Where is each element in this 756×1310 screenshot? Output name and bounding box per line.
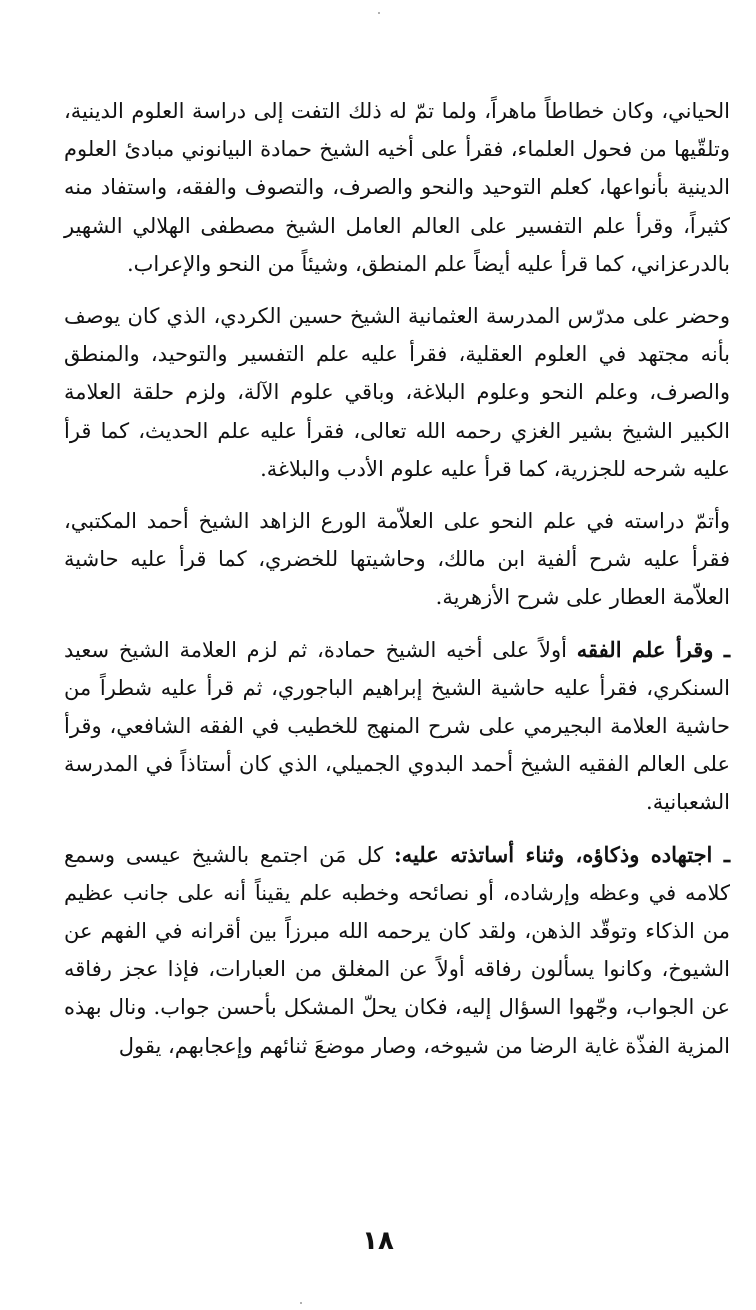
paragraph-5: [64, 836, 730, 1065]
paragraph-3-text: وأتمّ دراسته في علم النحو على العلاّمة الورع الزاهد الشيخ أحمد المكتبي، فقرأ عليه شرح ألفية ابن مالك، وحاشيتها للخضري، كما قرأ عليه حاشية العلاّمة العطار على شرح الأزهرية.: [64, 509, 730, 610]
paragraph-5-heading: ـ اجتهاده وذكاؤه، وثناء أساتذته عليه:: [393, 841, 730, 867]
paragraph-1: [64, 92, 730, 283]
page-number: ١٨: [362, 1226, 394, 1256]
paragraph-4-heading: ـ وقرأ علم الفقه: [576, 636, 730, 662]
paragraph-2-text: وحضر على مدرّس المدرسة العثمانية الشيخ حسين الكردي، الذي كان يوصف بأنه مجتهد في العلوم العقلية، فقرأ عليه علم التفسير والتوحيد، والمنطق والصرف، وعلم النحو وعلوم البلاغة، وباقي علوم الآلة، ولزم حلقة العلامة الكبير الشيخ بشير الغزي رحمه الله تعالى، فقرأ عليه علم الحديث، كما قرأ عليه شرحه للجزرية، كما قرأ عليه علوم الأدب والبلاغة.: [64, 304, 730, 481]
paragraph-3: [64, 502, 730, 617]
paragraph-5-text: كل مَن اجتمع بالشيخ عيسى وسمع كلامه في وعظه وإرشاده، أو نصائحه وخطبه علم يقيناً أنه على جانب عظيم من الذكاء وتوقّد الذهن، ولقد كان يرحمه الله مبرزاً بين أقرانه في الفهم عن الشيوخ، وكانوا يسألون رفاقه أولاً عن المغلق من العبارات، فإذا عجز رفاقه عن الجواب، وجّهوا السؤال إليه، فكان يحلّ المشكل بأحسن جواب. ونال بهذه المزية الفذّة غاية الرضا من شيوخه، وصار موضعَ ثنائهم وإعجابهم، يقول: [64, 842, 730, 1058]
paragraph-4-text: أولاً على أخيه الشيخ حمادة، ثم لزم العلامة الشيخ سعيد السنكري، فقرأ عليه حاشية الشيخ إبراهيم الباجوري، ثم قرأ عليه شطراً من حاشية العلامة البجيرمي على شرح المنهج للخطيب في الفقه الشافعي، وقرأ على العالم الفقيه الشيخ أحمد البدوي الجميلي، الذي كان أستاذاً في المدرسة الشعبانية.: [64, 637, 730, 815]
body-text: [64, 92, 730, 1079]
paragraph-1-text: الحياني، وكان خطاطاً ماهراً، ولما تمّ له ذلك التفت إلى دراسة العلوم الدينية، وتلقّيها من فحول العلماء، فقرأ على أخيه الشيخ حمادة البيانوني مبادئ العلوم الدينية بأنواعها، كعلم التوحيد والنحو والصرف، والتصوف والفقه، واستفاد منه كثيراً، وقرأ علم التفسير على العالم العامل الشيخ مصطفى الهلالي الشهير بالدرعزاني، كما قرأ عليه أيضاً علم المنطق، وشيئاً من النحو والإعراب.: [64, 99, 730, 276]
paragraph-2: [64, 297, 730, 488]
scan-speck: [378, 12, 380, 14]
paragraph-4: [64, 631, 730, 822]
scan-speck: [300, 1302, 302, 1304]
